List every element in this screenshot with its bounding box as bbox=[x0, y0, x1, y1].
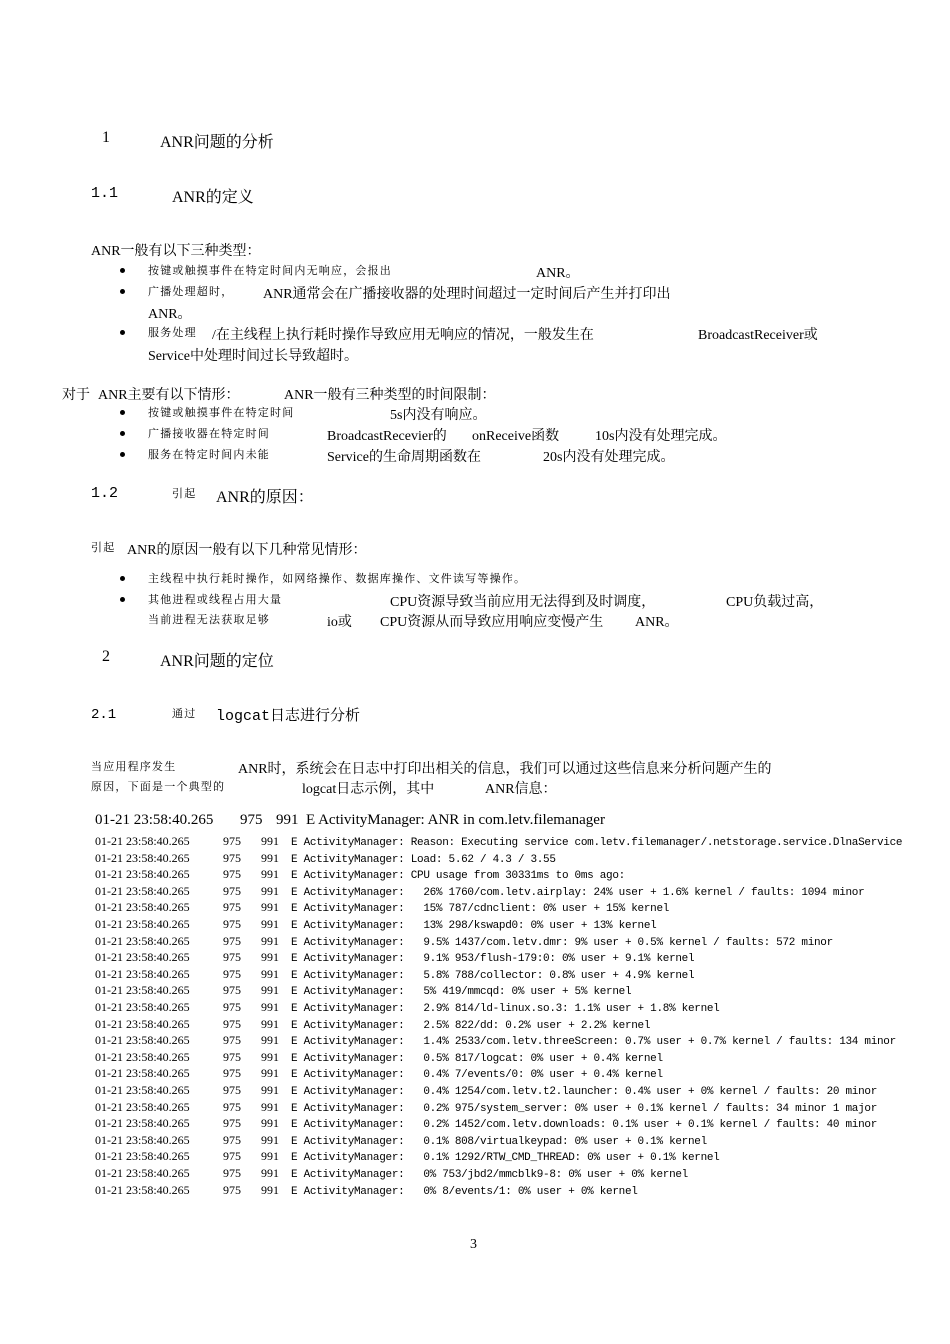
log-timestamp: 01-21 23:58:40.265 bbox=[95, 917, 190, 931]
list-item-line2-tail: ANR。 bbox=[635, 615, 679, 630]
list-item bbox=[148, 404, 294, 421]
log-message: E ActivityManager: 0.2% 1452/com.letv.downloads: 0.1% user + 0.1% kernel / faults: 40 minor bbox=[291, 1119, 878, 1132]
log-timestamp: 01-21 23:58:40.265 bbox=[95, 1016, 190, 1031]
log-timestamp: 01-21 23:58:40.265 bbox=[95, 900, 190, 915]
log-tid: 991 bbox=[261, 1099, 279, 1114]
log-line bbox=[95, 950, 694, 965]
list-item bbox=[148, 262, 392, 279]
log-header bbox=[95, 812, 605, 829]
list-item-tail: ANR。 bbox=[536, 266, 580, 281]
log-timestamp: 01-21 23:58:40.265 bbox=[95, 850, 190, 865]
bullet-icon bbox=[120, 431, 125, 436]
list-item bbox=[148, 591, 282, 608]
log-header-message: E ActivityManager: ANR in com.letv.filemanager bbox=[306, 812, 605, 828]
log-message: E ActivityManager: 0.1% 808/virtualkeypad: 0% user + 0.1% kernel bbox=[291, 1135, 707, 1148]
log-line bbox=[95, 900, 669, 915]
paragraph: ANR一般有以下三种类型： bbox=[91, 244, 261, 259]
log-tid: 991 bbox=[261, 1149, 279, 1164]
paragraph-text: 当应用程序发生 bbox=[91, 760, 177, 773]
list-item-tail: ANR。 bbox=[148, 307, 192, 322]
log-tid: 991 bbox=[261, 1166, 279, 1180]
log-line bbox=[95, 1100, 877, 1115]
log-tid: 991 bbox=[261, 850, 279, 865]
log-pid: 975 bbox=[223, 933, 241, 948]
log-tid: 991 bbox=[261, 1066, 279, 1081]
subsection-title-text: 引起 bbox=[172, 487, 197, 500]
log-message: E ActivityManager: 9.1% 953/flush-179:0: 0% user + 9.1% kernel bbox=[291, 953, 695, 966]
log-timestamp: 01-21 23:58:40.265 bbox=[95, 1182, 190, 1197]
log-line bbox=[95, 884, 864, 899]
list-item-text: 主线程中执行耗时操作，如网络操作、数据库操作、文件读写等操作。 bbox=[148, 572, 527, 585]
log-tid: 991 bbox=[261, 1000, 279, 1014]
list-item-line2-mid: io或 bbox=[327, 615, 352, 630]
list-item-mid: CPU资源导致当前应用无法得到及时调度， bbox=[390, 595, 656, 610]
list-item-tail: Service中处理时间过长导致超时。 bbox=[148, 349, 358, 364]
paragraph-label: 对于 bbox=[62, 388, 90, 403]
log-pid: 975 bbox=[223, 966, 241, 981]
paragraph-label bbox=[91, 539, 115, 556]
log-line bbox=[95, 983, 631, 998]
log-message: E ActivityManager: 2.9% 814/ld-linux.so.3: 1.1% user + 1.8% kernel bbox=[291, 1003, 720, 1015]
log-pid: 975 bbox=[223, 1033, 241, 1048]
log-timestamp: 01-21 23:58:40.265 bbox=[95, 1049, 190, 1064]
list-item-text: 其他进程或线程占用大量 bbox=[148, 593, 283, 606]
log-header-timestamp: 01-21 23:58:40.265 bbox=[95, 812, 214, 828]
bullet-icon bbox=[120, 289, 125, 294]
log-timestamp: 01-21 23:58:40.265 bbox=[95, 1083, 190, 1097]
log-message: E ActivityManager: 5.8% 788/collector: 0.8% user + 4.9% kernel bbox=[291, 969, 695, 982]
log-message: E ActivityManager: 0.1% 1292/RTW_CMD_THREAD: 0% user + 0.1% kernel bbox=[291, 1152, 720, 1165]
section-title-text: ANR问题的定位 bbox=[160, 653, 274, 670]
log-line bbox=[95, 1083, 877, 1098]
log-tid: 991 bbox=[261, 917, 279, 931]
log-timestamp: 01-21 23:58:40.265 bbox=[95, 1149, 190, 1164]
log-pid: 975 bbox=[223, 983, 241, 998]
log-tid: 991 bbox=[261, 1033, 279, 1048]
log-pid: 975 bbox=[223, 917, 241, 931]
subsection-title-tail: logcat日志进行分析 bbox=[216, 708, 361, 725]
subsection-number: 2.1 bbox=[91, 707, 117, 723]
log-timestamp: 01-21 23:58:40.265 bbox=[95, 1033, 190, 1048]
log-line bbox=[95, 851, 556, 866]
list-item-mid: ANR通常会在广播接收器的处理时间超过一定时间后产生并打印出 bbox=[263, 287, 671, 302]
log-line bbox=[95, 917, 656, 932]
subsection-number: 1.1 bbox=[91, 185, 119, 202]
list-item bbox=[148, 283, 233, 300]
list-item bbox=[148, 425, 270, 442]
list-item-mid: BroadcastRecevier的 bbox=[327, 429, 447, 444]
log-line bbox=[95, 1000, 719, 1015]
paragraph-tail: ANR一般有三种类型的时间限制： bbox=[284, 388, 496, 403]
log-line bbox=[95, 1133, 707, 1148]
log-tid: 991 bbox=[261, 933, 279, 948]
list-item-tail: 5s内没有响应。 bbox=[390, 408, 487, 423]
list-item-tail: 10s内没有处理完成。 bbox=[595, 429, 727, 444]
log-pid: 975 bbox=[223, 1182, 241, 1197]
log-tid: 991 bbox=[261, 966, 279, 981]
log-message: E ActivityManager: 1.4% 2533/com.letv.threeScreen: 0.7% user + 0.7% kernel / faults: 134 minor bbox=[291, 1036, 896, 1049]
list-item-mid2: onReceive函数 bbox=[472, 429, 560, 444]
subsection-title-text: 通过 bbox=[172, 707, 197, 720]
log-tid: 991 bbox=[261, 1182, 279, 1197]
section-title-text: ANR问题的分析 bbox=[160, 134, 274, 151]
subsection-title bbox=[172, 184, 254, 207]
log-tid: 991 bbox=[261, 1049, 279, 1064]
log-line bbox=[95, 867, 625, 882]
section-number: 2 bbox=[102, 648, 110, 665]
paragraph-mid: ANR时，系统会在日志中打印出相关的信息，我们可以通过这些信息来分析问题产生的 bbox=[238, 762, 772, 777]
list-item-mid2: CPU负载过高， bbox=[726, 595, 824, 610]
list-item-tail: 20s内没有处理完成。 bbox=[543, 450, 675, 465]
paragraph bbox=[91, 758, 176, 775]
list-item-line2 bbox=[148, 611, 270, 628]
log-message: E ActivityManager: 0% 8/events/1: 0% user + 0% kernel bbox=[291, 1185, 638, 1198]
log-line bbox=[95, 1183, 638, 1198]
log-pid: 975 bbox=[223, 883, 241, 898]
log-pid: 975 bbox=[223, 1083, 241, 1097]
log-pid: 975 bbox=[223, 834, 241, 848]
log-line bbox=[95, 1166, 688, 1181]
log-timestamp: 01-21 23:58:40.265 bbox=[95, 834, 190, 848]
list-item-text: 广播接收器在特定时间 bbox=[148, 427, 270, 440]
log-pid: 975 bbox=[223, 1099, 241, 1114]
log-timestamp: 01-21 23:58:40.265 bbox=[95, 1116, 190, 1131]
log-timestamp: 01-21 23:58:40.265 bbox=[95, 966, 190, 981]
subsection-title bbox=[172, 484, 196, 502]
log-tid: 991 bbox=[261, 1116, 279, 1131]
log-pid: 975 bbox=[223, 1132, 241, 1147]
list-item-mid2: BroadcastReceiver或 bbox=[698, 328, 818, 343]
log-timestamp: 01-21 23:58:40.265 bbox=[95, 1000, 190, 1014]
list-item bbox=[148, 570, 526, 587]
log-pid: 975 bbox=[223, 850, 241, 865]
log-pid: 975 bbox=[223, 1000, 241, 1014]
log-pid: 975 bbox=[223, 867, 241, 882]
log-message: E ActivityManager: 0.4% 1254/com.letv.t2.launcher: 0.4% user + 0% kernel / faults: 20 minor bbox=[291, 1086, 878, 1098]
log-pid: 975 bbox=[223, 950, 241, 965]
log-line bbox=[95, 1050, 663, 1065]
subsection-number: 1.2 bbox=[91, 485, 119, 502]
log-message: E ActivityManager: Reason: Executing service com.letv.filemanager/.netstorage.service.DlnaService bbox=[291, 837, 903, 849]
list-item-text: 服务处理 bbox=[148, 326, 197, 339]
list-item-text: 服务在特定时间内未能 bbox=[148, 448, 270, 461]
log-tid: 991 bbox=[261, 883, 279, 898]
list-item bbox=[148, 446, 270, 463]
paragraph-line2-text: 原因，下面是一个典型的 bbox=[91, 780, 226, 793]
log-tid: 991 bbox=[261, 983, 279, 998]
bullet-icon bbox=[120, 597, 125, 602]
log-tid: 991 bbox=[261, 950, 279, 965]
log-header-tid: 991 bbox=[276, 812, 299, 828]
log-message: E ActivityManager: 0.2% 975/system_server: 0% user + 0.1% kernel / faults: 34 minor 1 major bbox=[291, 1102, 878, 1115]
log-message: E ActivityManager: 9.5% 1437/com.letv.dmr: 9% user + 0.5% kernel / faults: 572 minor bbox=[291, 936, 833, 949]
paragraph-line2-mid: logcat日志示例，其中 bbox=[302, 782, 435, 797]
section-title bbox=[160, 648, 274, 671]
list-item-text: 按键或触摸事件在特定时间内无响应，会报出 bbox=[148, 264, 392, 277]
log-message: E ActivityManager: 0% 753/jbd2/mmcblk9-8: 0% user + 0% kernel bbox=[291, 1169, 688, 1181]
bullet-icon bbox=[120, 576, 125, 581]
paragraph-line2 bbox=[91, 778, 225, 795]
paragraph: ANR的原因一般有以下几种常见情形： bbox=[127, 543, 367, 558]
list-item-text: 按键或触摸事件在特定时间 bbox=[148, 406, 295, 419]
log-pid: 975 bbox=[223, 1116, 241, 1131]
subsection-title-tail: ANR的原因： bbox=[216, 489, 314, 506]
subsection-title bbox=[172, 704, 196, 722]
log-message: E ActivityManager: CPU usage from 30331ms to 0ms ago: bbox=[291, 870, 625, 883]
log-header-pid: 975 bbox=[240, 812, 263, 828]
log-timestamp: 01-21 23:58:40.265 bbox=[95, 950, 190, 965]
log-timestamp: 01-21 23:58:40.265 bbox=[95, 933, 190, 948]
log-tid: 991 bbox=[261, 867, 279, 882]
log-tid: 991 bbox=[261, 1083, 279, 1097]
log-pid: 975 bbox=[223, 1166, 241, 1180]
log-line bbox=[95, 934, 833, 949]
log-message: E ActivityManager: Load: 5.62 / 4.3 / 3.55 bbox=[291, 853, 556, 866]
log-pid: 975 bbox=[223, 900, 241, 915]
log-timestamp: 01-21 23:58:40.265 bbox=[95, 1066, 190, 1081]
log-line bbox=[95, 967, 694, 982]
log-line bbox=[95, 1116, 877, 1131]
paragraph-label-text: 引起 bbox=[91, 541, 116, 554]
log-pid: 975 bbox=[223, 1049, 241, 1064]
log-tid: 991 bbox=[261, 900, 279, 915]
log-line bbox=[95, 1017, 650, 1032]
log-line bbox=[95, 1066, 663, 1081]
log-line bbox=[95, 1149, 719, 1164]
log-message: E ActivityManager: 2.5% 822/dd: 0.2% user + 2.2% kernel bbox=[291, 1019, 651, 1032]
log-tid: 991 bbox=[261, 1132, 279, 1147]
log-message: E ActivityManager: 13% 298/kswapd0: 0% user + 13% kernel bbox=[291, 920, 657, 932]
log-message: E ActivityManager: 15% 787/cdnclient: 0% user + 15% kernel bbox=[291, 903, 670, 916]
page-number: 3 bbox=[470, 1237, 477, 1252]
log-pid: 975 bbox=[223, 1016, 241, 1031]
list-item-line2-text: 当前进程无法获取足够 bbox=[148, 613, 270, 626]
log-tid: 991 bbox=[261, 1016, 279, 1031]
log-message: E ActivityManager: 0.5% 817/logcat: 0% user + 0.4% kernel bbox=[291, 1052, 663, 1065]
list-item-line2-mid2: CPU资源从而导致应用响应变慢产生 bbox=[380, 615, 604, 630]
subsection-title-text: ANR的定义 bbox=[172, 189, 254, 206]
log-timestamp: 01-21 23:58:40.265 bbox=[95, 983, 190, 998]
log-line bbox=[95, 1033, 896, 1048]
section-title bbox=[160, 129, 274, 152]
log-tid: 991 bbox=[261, 834, 279, 848]
log-timestamp: 01-21 23:58:40.265 bbox=[95, 1132, 190, 1147]
section-number: 1 bbox=[102, 129, 110, 146]
log-line bbox=[95, 834, 902, 849]
paragraph-mid: ANR主要有以下情形： bbox=[98, 388, 240, 403]
bullet-icon bbox=[120, 452, 125, 457]
log-timestamp: 01-21 23:58:40.265 bbox=[95, 1099, 190, 1114]
log-pid: 975 bbox=[223, 1149, 241, 1164]
log-timestamp: 01-21 23:58:40.265 bbox=[95, 1166, 190, 1180]
bullet-icon bbox=[120, 330, 125, 335]
log-timestamp: 01-21 23:58:40.265 bbox=[95, 883, 190, 898]
list-item-mid: Service的生命周期函数在 bbox=[327, 450, 481, 465]
log-message: E ActivityManager: 0.4% 7/events/0: 0% user + 0.4% kernel bbox=[291, 1069, 663, 1082]
list-item-mid: /在主线程上执行耗时操作导致应用无响应的情况，一般发生在 bbox=[212, 328, 594, 343]
log-pid: 975 bbox=[223, 1066, 241, 1081]
log-message: E ActivityManager: 5% 419/mmcqd: 0% user + 5% kernel bbox=[291, 986, 632, 999]
bullet-icon bbox=[120, 410, 125, 415]
log-message: E ActivityManager: 26% 1760/com.letv.airplay: 24% user + 1.6% kernel / faults: 1094 minor bbox=[291, 886, 865, 899]
bullet-icon bbox=[120, 268, 125, 273]
list-item-text: 广播处理超时， bbox=[148, 285, 234, 298]
paragraph-line2-tail: ANR信息： bbox=[485, 782, 557, 797]
log-timestamp: 01-21 23:58:40.265 bbox=[95, 867, 190, 882]
list-item bbox=[148, 324, 197, 341]
